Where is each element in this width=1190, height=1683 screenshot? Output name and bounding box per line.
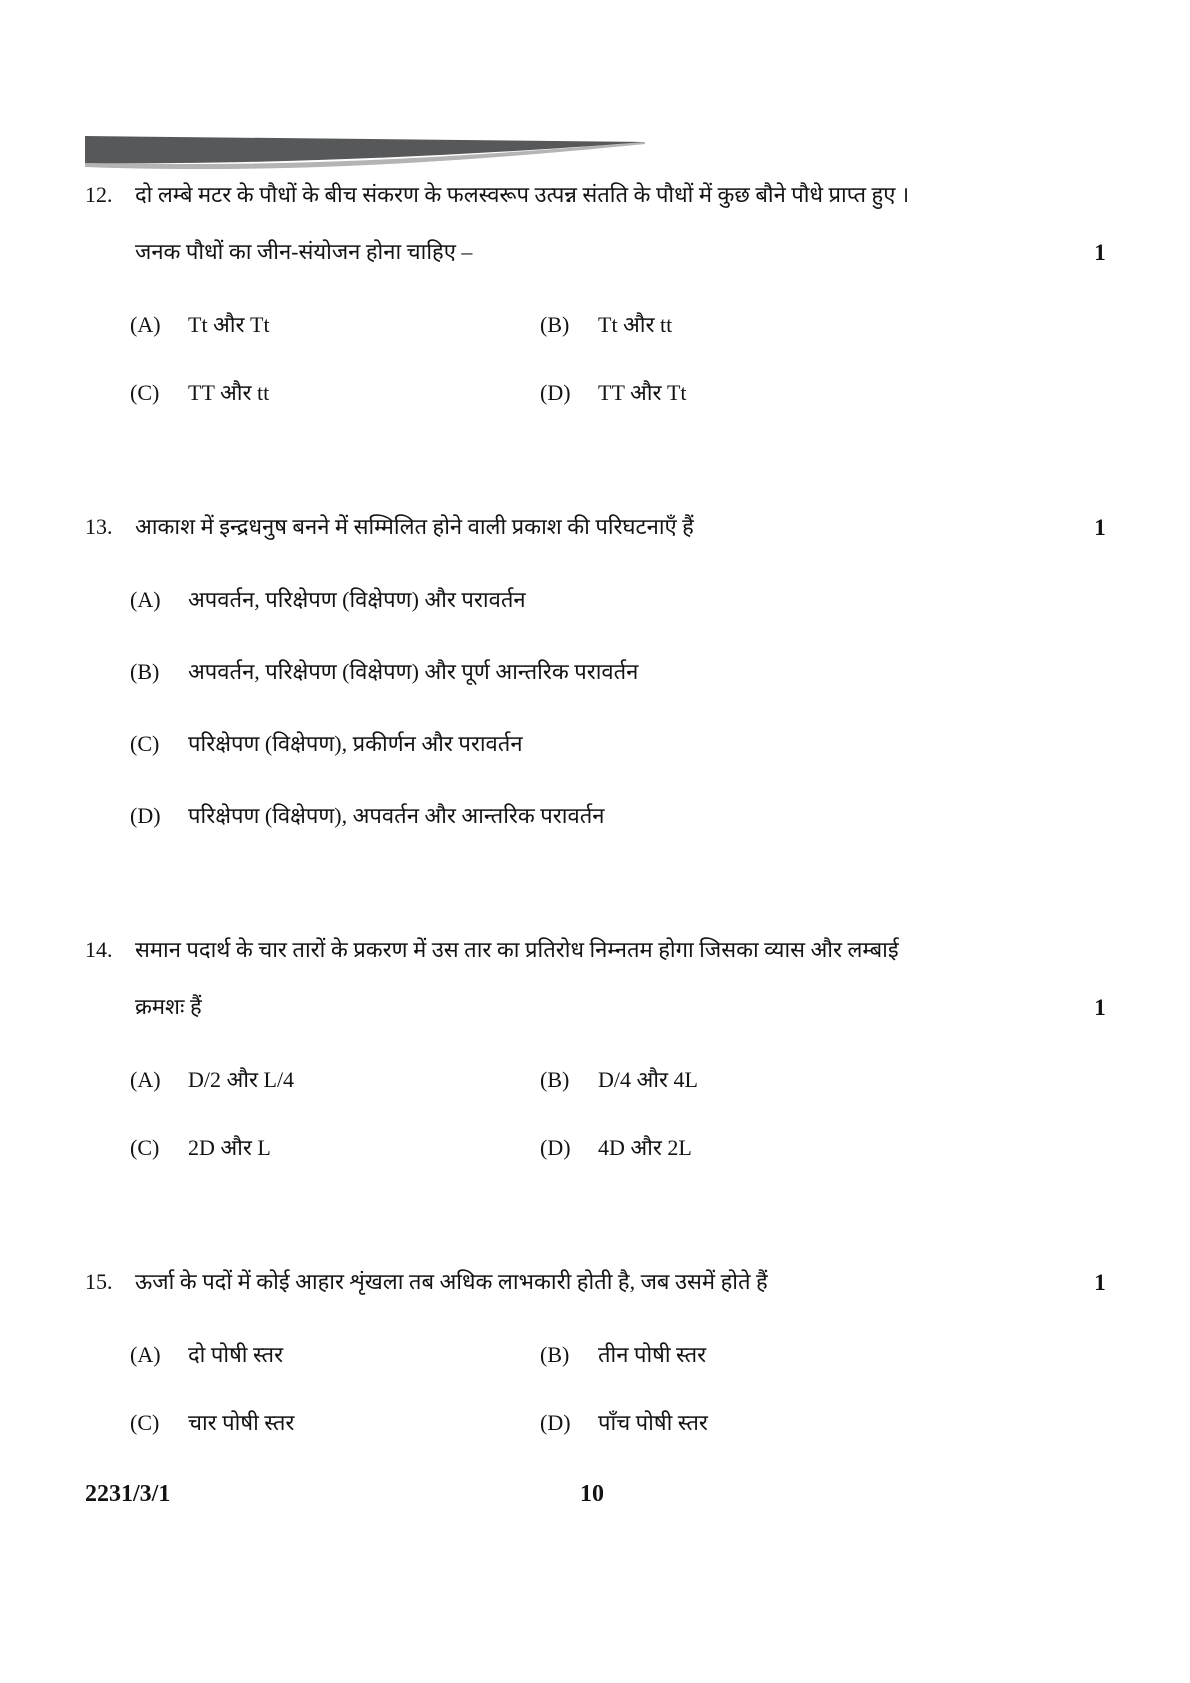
options-group bbox=[130, 1063, 1130, 1165]
option-c bbox=[130, 727, 1130, 761]
marks-value: 1 bbox=[1094, 240, 1106, 265]
option-text: अपवर्तन, परिक्षेपण (विक्षेपण) और परावर्तन bbox=[188, 587, 526, 612]
question-text: समान पदार्थ के चार तारों के प्रकरण में उस तार का प्रतिरोध निम्नतम होगा जिसका व्यास और लम्बाई bbox=[135, 937, 899, 962]
question-12-line-1 bbox=[85, 178, 1130, 212]
question-13-line-1 bbox=[85, 510, 1130, 544]
question-12-line-2 bbox=[85, 235, 1130, 269]
option-text: परिक्षेपण (विक्षेपण), प्रकीर्णन और परावर्तन bbox=[188, 731, 523, 756]
option-text: अपवर्तन, परिक्षेपण (विक्षेपण) और पूर्ण आन्तरिक परावर्तन bbox=[188, 659, 639, 684]
option-a bbox=[130, 1338, 540, 1372]
option-label: (A) bbox=[130, 587, 161, 612]
option-label: (B) bbox=[540, 1067, 570, 1092]
option-label: (C) bbox=[130, 731, 160, 756]
question-14-line-2 bbox=[85, 990, 1130, 1024]
question-number: 15. bbox=[85, 1269, 113, 1294]
option-text: Tt और Tt bbox=[188, 312, 270, 337]
option-label: (B) bbox=[130, 659, 160, 684]
questions-area bbox=[0, 178, 1190, 1509]
option-d bbox=[130, 799, 1130, 833]
option-label: (D) bbox=[540, 1135, 571, 1160]
option-label: (A) bbox=[130, 1067, 161, 1092]
option-label: (A) bbox=[130, 1342, 161, 1367]
marks-value: 1 bbox=[1094, 1270, 1106, 1295]
option-a bbox=[130, 1063, 540, 1097]
options-group bbox=[130, 1338, 1130, 1440]
option-label: (C) bbox=[130, 380, 160, 405]
option-b bbox=[540, 1338, 708, 1372]
question-number-spacer bbox=[85, 235, 135, 269]
option-d bbox=[540, 1131, 698, 1165]
page-footer bbox=[85, 1479, 1130, 1509]
option-text: 2D और L bbox=[188, 1135, 271, 1160]
option-d bbox=[540, 1406, 708, 1440]
option-b bbox=[130, 655, 1130, 689]
footer-paper-code: 2231/3/1 bbox=[85, 1481, 171, 1507]
question-13 bbox=[85, 510, 1130, 833]
option-b bbox=[540, 308, 687, 342]
option-text: TT और Tt bbox=[598, 380, 687, 405]
option-text: Tt और tt bbox=[598, 312, 673, 337]
option-text: TT और tt bbox=[188, 380, 270, 405]
option-label: (D) bbox=[540, 380, 571, 405]
question-number-spacer bbox=[85, 990, 135, 1024]
option-a bbox=[130, 308, 540, 342]
marks-value: 1 bbox=[1094, 995, 1106, 1020]
option-label: (A) bbox=[130, 312, 161, 337]
option-text: D/4 और 4L bbox=[598, 1067, 698, 1092]
question-text: आकाश में इन्द्रधनुष बनने में सम्मिलित होने वाली प्रकाश की परिघटनाएँ हैं bbox=[135, 514, 694, 539]
option-label: (C) bbox=[130, 1135, 160, 1160]
option-c bbox=[130, 1406, 540, 1440]
question-text: ऊर्जा के पदों में कोई आहार शृंखला तब अधिक लाभकारी होती है, जब उसमें होते हैं bbox=[135, 1269, 768, 1294]
option-text: दो पोषी स्तर bbox=[188, 1342, 284, 1367]
option-b bbox=[540, 1063, 698, 1097]
options-group bbox=[130, 308, 1130, 410]
option-c bbox=[130, 1131, 540, 1165]
question-14-line-1 bbox=[85, 933, 1130, 967]
question-number: 13. bbox=[85, 514, 113, 539]
marks-value: 1 bbox=[1094, 515, 1106, 540]
question-number: 12. bbox=[85, 182, 113, 207]
option-label: (D) bbox=[540, 1410, 571, 1435]
option-text: तीन पोषी स्तर bbox=[598, 1342, 707, 1367]
option-text: पाँच पोषी स्तर bbox=[598, 1410, 708, 1435]
question-15 bbox=[85, 1265, 1130, 1440]
options-group bbox=[130, 583, 1130, 833]
option-label: (B) bbox=[540, 1342, 570, 1367]
option-a bbox=[130, 583, 1130, 617]
question-number: 14. bbox=[85, 937, 113, 962]
question-14 bbox=[85, 933, 1130, 1165]
question-text: क्रमशः हैं bbox=[135, 994, 202, 1019]
option-text: परिक्षेपण (विक्षेपण), अपवर्तन और आन्तरिक परावर्तन bbox=[188, 803, 605, 828]
header-swoosh-graphic bbox=[85, 136, 645, 170]
option-c bbox=[130, 376, 540, 410]
question-15-line-1 bbox=[85, 1265, 1130, 1299]
question-text: दो लम्बे मटर के पौधों के बीच संकरण के फलस्वरूप उत्पन्न संतति के पौधों में कुछ बौने पौधे प्राप्त हुए । bbox=[135, 182, 910, 207]
option-label: (C) bbox=[130, 1410, 160, 1435]
option-text: D/2 और L/4 bbox=[188, 1067, 295, 1092]
option-text: 4D और 2L bbox=[598, 1135, 692, 1160]
footer-page-number: 10 bbox=[580, 1481, 604, 1507]
option-d bbox=[540, 376, 687, 410]
option-label: (D) bbox=[130, 803, 161, 828]
option-label: (B) bbox=[540, 312, 570, 337]
question-12 bbox=[85, 178, 1130, 410]
question-text: जनक पौधों का जीन-संयोजन होना चाहिए – bbox=[135, 239, 473, 264]
option-text: चार पोषी स्तर bbox=[188, 1410, 295, 1435]
